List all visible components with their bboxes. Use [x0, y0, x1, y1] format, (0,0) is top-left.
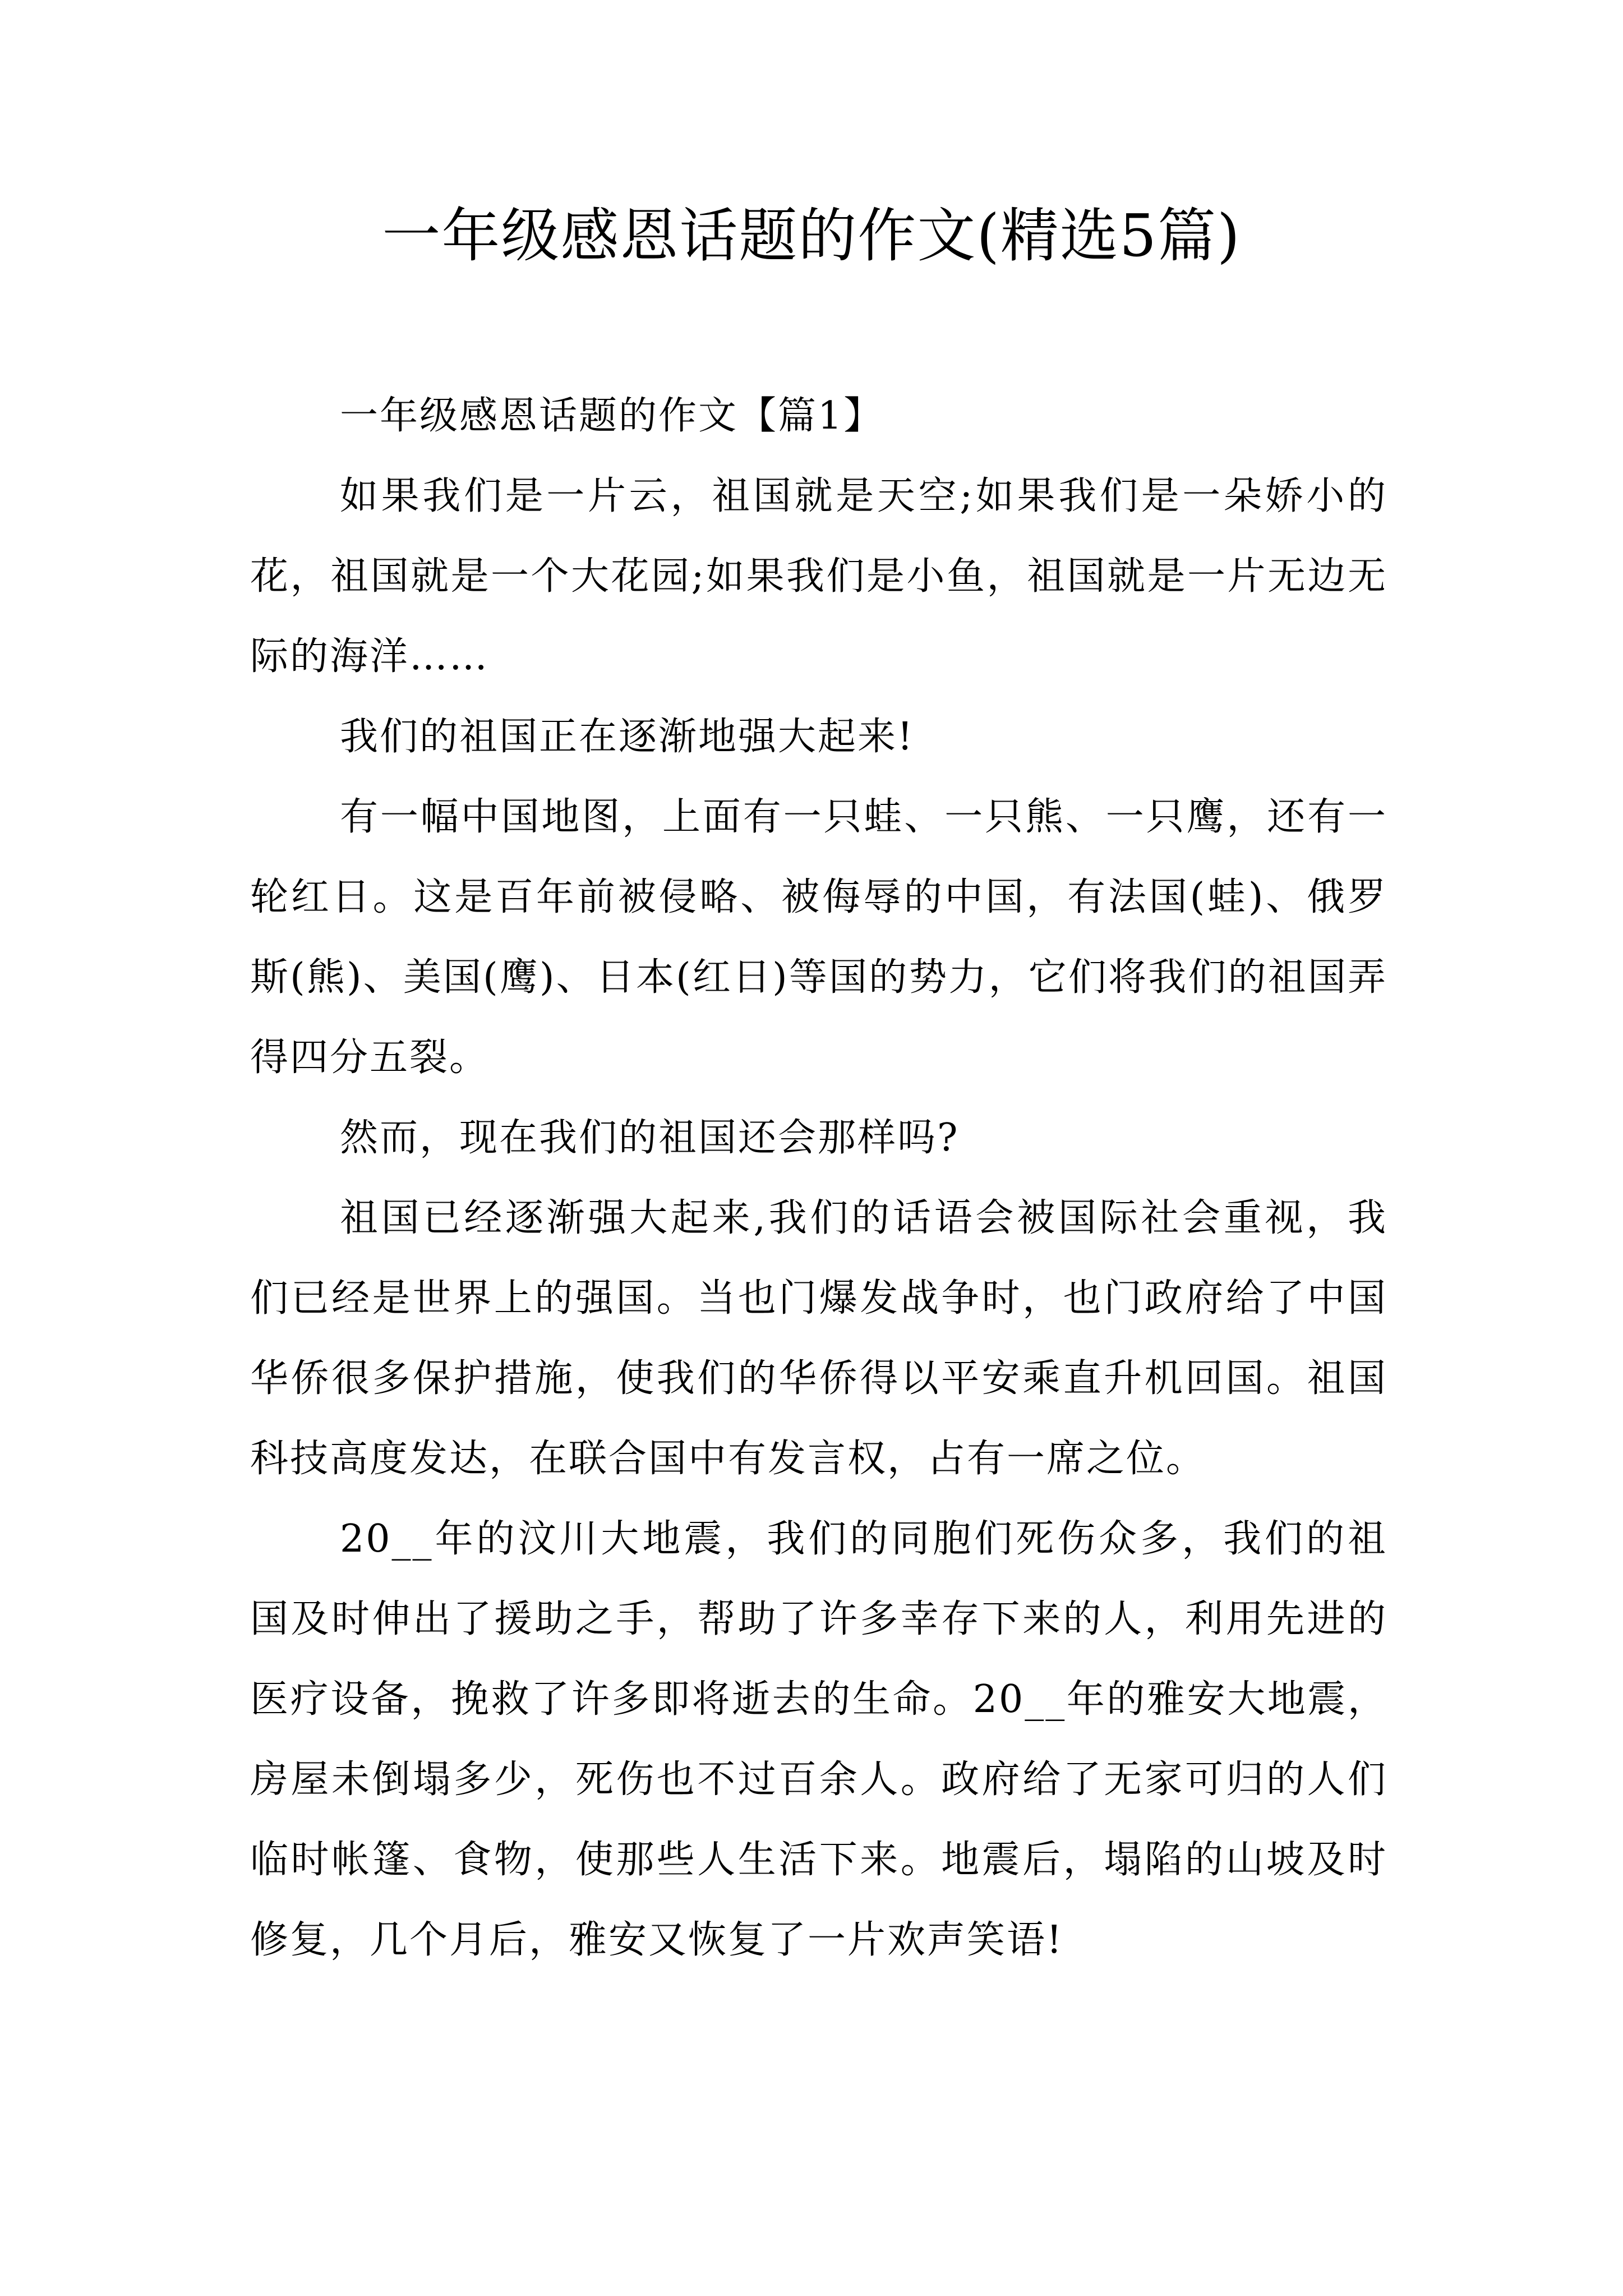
- paragraph: 祖国已经逐渐强大起来,我们的话语会被国际社会重视，我们已经是世界上的强国。当也门爆发战争时，也门政府给了中国华侨很多保护措施，使我们的华侨得以平安乘直升机回国。祖国科技高度发达，在联合国中有发言权，占有一席之位。: [250, 1196, 1387, 1481]
- paragraph: 有一幅中国地图，上面有一只蛙、一只熊、一只鹰，还有一轮红日。这是百年前被侵略、被侮辱的中国，有法国(蛙)、俄罗斯(熊)、美国(鹰)、日本(红日)等国的势力，它们将我们的祖国弄得四分五裂。: [250, 795, 1387, 1080]
- paragraph: 20__年的汶川大地震，我们的同胞们死伤众多，我们的祖国及时伸出了援助之手，帮助了许多幸存下来的人，利用先进的医疗设备，挽救了许多即将逝去的生命。20__年的雅安大地震，房屋未倒塌多少，死伤也不过百余人。政府给了无家可归的人们临时帐篷、食物，使那些人生活下来。地震后，塌陷的山坡及时修复，几个月后，雅安又恢复了一片欢声笑语!: [250, 1517, 1387, 1962]
- paragraph: 我们的祖国正在逐渐地强大起来!: [340, 715, 915, 759]
- paragraph: 如果我们是一片云，祖国就是天空;如果我们是一朵娇小的花，祖国就是一个大花园;如果我们是小鱼，祖国就是一片无边无际的海洋……: [250, 474, 1387, 679]
- paragraph: 然而，现在我们的祖国还会那样吗?: [340, 1116, 960, 1160]
- document-body: [250, 376, 1387, 1980]
- document-title: 一年级感恩话题的作文(精选5篇): [382, 201, 1241, 270]
- section-heading: 一年级感恩话题的作文【篇1】: [340, 394, 884, 438]
